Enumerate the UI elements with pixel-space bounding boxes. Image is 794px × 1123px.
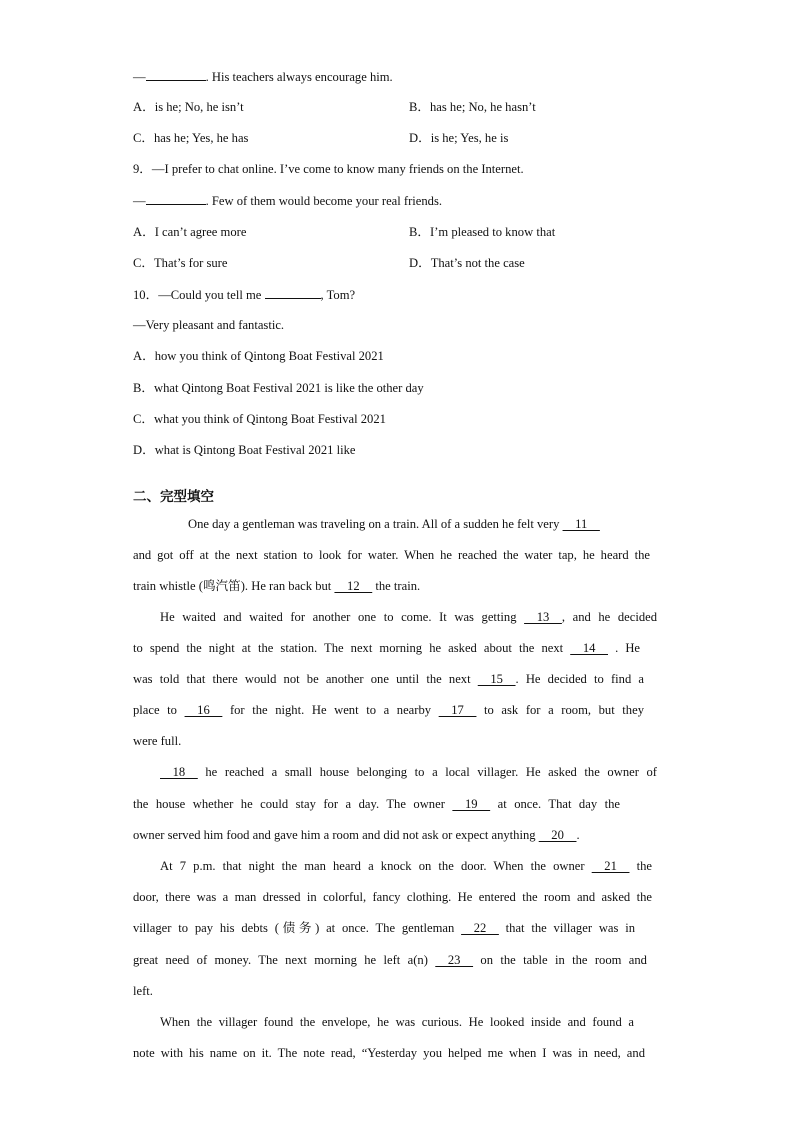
p4-text: At 7 p.m. that night the man heard a knock on the door. When the owner	[160, 859, 592, 873]
q8-blank[interactable]	[146, 68, 206, 81]
q8-answer-suffix: . His teachers always encourage him.	[205, 70, 393, 84]
p2-text: He waited and waited for another one to come. It was getting	[160, 610, 525, 624]
p4-text: villager to pay his debts (债务) at once. The gentleman	[133, 921, 462, 935]
blank-21[interactable]: 21	[591, 859, 630, 873]
p5-line2: note with his name on it. The note read, “Yesterday you helped me when I was in need, and	[133, 1046, 645, 1060]
q8-option-d[interactable]: D．is he; Yes, he is	[409, 131, 509, 145]
p4-text: the	[629, 859, 652, 873]
q9-answer-prefix: —	[133, 194, 146, 208]
p1-line3	[133, 578, 650, 594]
p2-text: for the night. He went to a nearby	[222, 703, 439, 717]
p1-text: train whistle (鸣汽笛). He ran back but	[133, 579, 335, 593]
blank-16[interactable]: 16	[184, 703, 223, 717]
q10-stem	[133, 286, 355, 303]
q8-answer-prefix: —	[133, 70, 146, 84]
p3-line2	[133, 796, 620, 812]
p4-text: on the table in the room and	[473, 953, 647, 967]
q10-blank[interactable]	[265, 286, 321, 299]
q10-option-d[interactable]: D．what is Qintong Boat Festival 2021 like	[133, 443, 356, 457]
q8-answer-line	[133, 68, 393, 85]
p3-text: .	[576, 828, 580, 842]
section-title-cloze: 二、完型填空	[133, 489, 214, 505]
p1-text: One day a gentleman was traveling on a train. All of a sudden he felt very	[188, 517, 563, 531]
blank-13[interactable]: 13	[524, 610, 562, 624]
p4-line1	[160, 858, 652, 874]
q9-option-a[interactable]: A．I can’t agree more	[133, 225, 247, 239]
blank-20[interactable]: 20	[538, 828, 577, 842]
q8-option-c[interactable]: C．has he; Yes, he has	[133, 131, 249, 145]
blank-19[interactable]: 19	[452, 797, 491, 811]
p3-line1	[160, 764, 657, 780]
p2-line2	[133, 640, 640, 656]
blank-23[interactable]: 23	[435, 953, 474, 967]
p2-text: to spend the night at the station. The next morning he asked about the next	[133, 641, 571, 655]
p1-line2: and got off at the next station to look for water. When he reached the water tap, he heard the	[133, 548, 650, 562]
p3-line3	[133, 827, 650, 843]
p4-line3	[133, 920, 635, 936]
blank-15[interactable]: 15	[477, 672, 516, 686]
p4-line5: left.	[133, 984, 153, 998]
q9-stem: 9．—I prefer to chat online. I’ve come to know many friends on the Internet.	[133, 162, 524, 176]
blank-12[interactable]: 12	[334, 579, 373, 593]
p1-line1	[188, 516, 658, 532]
q10-option-b[interactable]: B．what Qintong Boat Festival 2021 is like the other day	[133, 381, 424, 395]
p4-line4	[133, 952, 647, 968]
p1-text: the train.	[372, 579, 421, 593]
q9-blank[interactable]	[146, 192, 206, 205]
q10-option-a[interactable]: A．how you think of Qintong Boat Festival 2021	[133, 349, 384, 363]
p2-text: place to	[133, 703, 185, 717]
q8-option-b[interactable]: B．has he; No, he hasn’t	[409, 100, 536, 114]
p4-text: that the villager was in	[498, 921, 635, 935]
blank-17[interactable]: 17	[438, 703, 477, 717]
blank-11[interactable]: 11	[562, 517, 600, 531]
p2-line5: were full.	[133, 734, 182, 748]
p2-text: . He	[608, 641, 640, 655]
q10-stem-before: 10．—Could you tell me	[133, 288, 265, 302]
p2-text: to ask for a room, but they	[476, 703, 644, 717]
q9-option-c[interactable]: C．That’s for sure	[133, 256, 228, 270]
p2-line3	[133, 671, 644, 687]
p3-text: the house whether he could stay for a day. The owner	[133, 797, 453, 811]
p4-line2: door, there was a man dressed in colorful, fancy clothing. He entered the room and asked the	[133, 890, 652, 904]
blank-18[interactable]: 18	[160, 765, 198, 779]
p3-text: he reached a small house belonging to a local villager. He asked the owner of	[197, 765, 657, 779]
q9-answer-line	[133, 192, 442, 209]
p2-line1	[160, 609, 657, 625]
p3-text: owner served him food and gave him a room and did not ask or expect anything	[133, 828, 539, 842]
q9-option-d[interactable]: D．That’s not the case	[409, 256, 525, 270]
q10-answer: —Very pleasant and fantastic.	[133, 318, 285, 332]
blank-22[interactable]: 22	[461, 921, 499, 935]
p2-text: was told that there would not be another one until the next	[133, 672, 478, 686]
q8-option-a[interactable]: A．is he; No, he isn’t	[133, 100, 244, 114]
q9-answer-suffix: . Few of them would become your real friends.	[205, 194, 443, 208]
p2-text: , and he decided	[561, 610, 657, 624]
p5-line1: When the villager found the envelope, he was curious. He looked inside and found a	[160, 1015, 634, 1029]
p2-line4	[133, 702, 644, 718]
p3-text: at once. That day the	[490, 797, 620, 811]
q10-stem-after: , Tom?	[320, 288, 356, 302]
p4-text: great need of money. The next morning he left a(n)	[133, 953, 436, 967]
blank-14[interactable]: 14	[570, 641, 608, 655]
q10-option-c[interactable]: C．what you think of Qintong Boat Festival 2021	[133, 412, 386, 426]
p2-text: . He decided to find a	[515, 672, 645, 686]
q9-option-b[interactable]: B．I’m pleased to know that	[409, 225, 556, 239]
